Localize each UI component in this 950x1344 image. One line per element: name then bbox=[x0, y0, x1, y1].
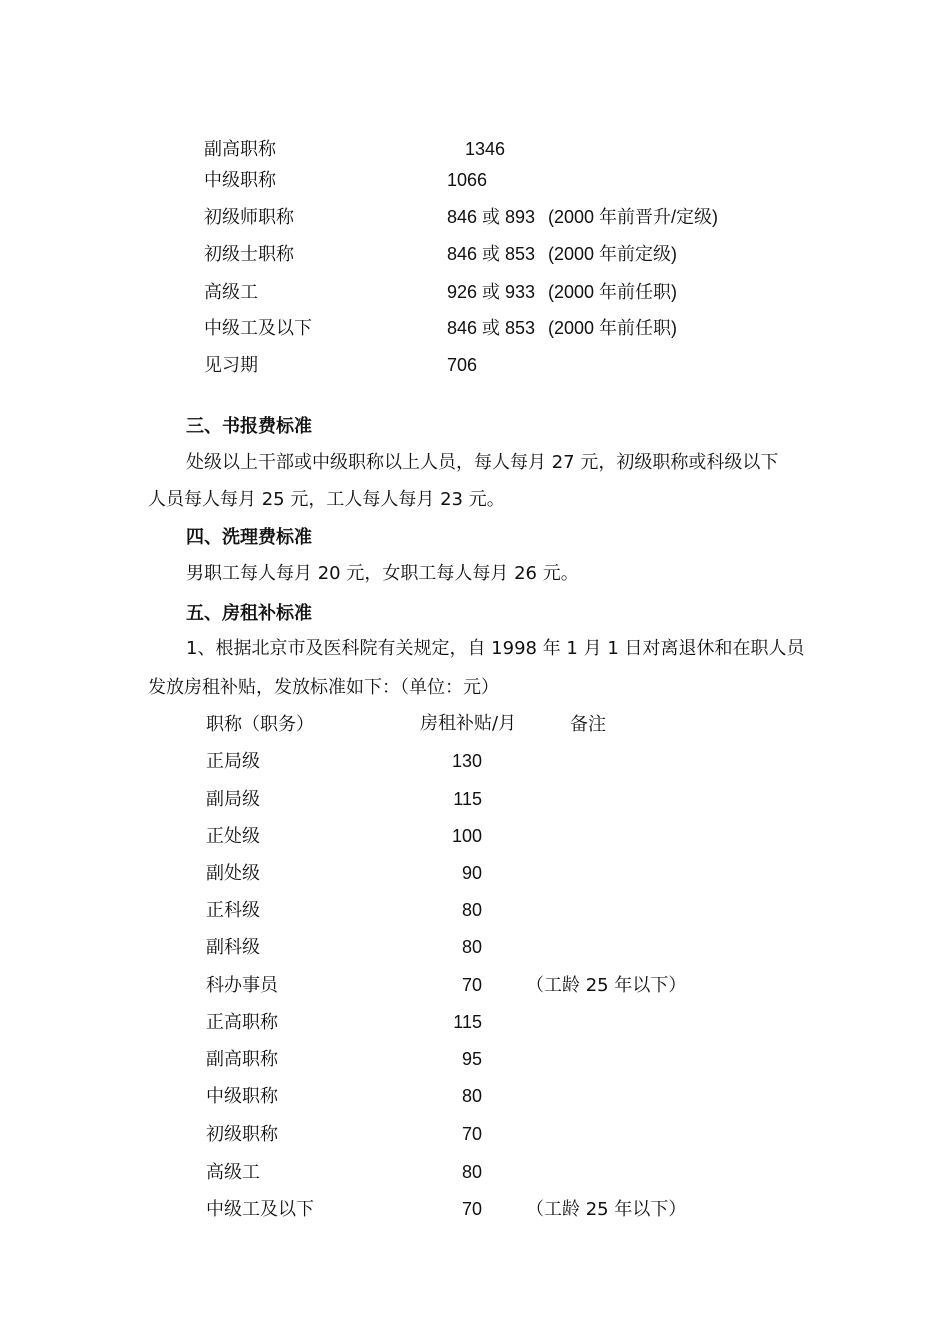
table-row-title: 高级工 bbox=[204, 282, 258, 303]
table-row-title: 副高职称 bbox=[204, 139, 276, 160]
section-heading: 四、洗理费标准 bbox=[186, 527, 312, 548]
section-heading: 三、书报费标准 bbox=[186, 416, 312, 437]
table-row-title: 副高职称 bbox=[206, 1049, 278, 1070]
table-row-value: 1066 bbox=[447, 170, 488, 190]
section-heading: 五、房租补标准 bbox=[186, 603, 312, 624]
table-row-title: 中级工及以下 bbox=[206, 1199, 314, 1220]
table-row-note: （工龄 25 年以下） bbox=[526, 975, 687, 996]
table-header-value: 房租补贴/月 bbox=[420, 713, 517, 734]
table-row-note: (2000 年前任职) bbox=[548, 318, 678, 338]
table-row-title: 科办事员 bbox=[206, 975, 278, 996]
table-row-value: 80 bbox=[461, 1086, 482, 1106]
table-header-title: 职称（职务） bbox=[206, 714, 314, 735]
table-row-title: 副局级 bbox=[206, 789, 260, 810]
table-row-title: 中级职称 bbox=[206, 1086, 278, 1107]
table-row-title: 副科级 bbox=[206, 937, 260, 958]
table-row-title: 初级师职称 bbox=[204, 207, 294, 228]
table-row-title: 中级职称 bbox=[204, 170, 276, 191]
table-row-value: 70 bbox=[461, 975, 482, 995]
paragraph-line: 人员每人每月 25 元，工人每人每月 23 元。 bbox=[148, 489, 505, 510]
table-row-value: 706 bbox=[447, 355, 478, 375]
table-row-value: 846 或 853 bbox=[447, 244, 536, 264]
table-header-note: 备注 bbox=[570, 714, 606, 735]
table-row-title: 正处级 bbox=[206, 826, 260, 847]
table-row-title: 正科级 bbox=[206, 900, 260, 921]
table-row-value: 80 bbox=[461, 937, 482, 957]
table-row-value: 70 bbox=[461, 1124, 482, 1144]
table-row-value: 80 bbox=[461, 1162, 482, 1182]
table-row-title: 中级工及以下 bbox=[204, 318, 312, 339]
table-row-title: 见习期 bbox=[204, 355, 258, 376]
table-row-title: 正局级 bbox=[206, 751, 260, 772]
table-row-value: 846 或 853 bbox=[447, 318, 536, 338]
table-row-value: 115 bbox=[453, 789, 482, 809]
table-row-title: 初级士职称 bbox=[204, 244, 294, 265]
paragraph-line: 男职工每人每月 20 元，女职工每人每月 26 元。 bbox=[186, 563, 579, 584]
table-row-note: （工龄 25 年以下） bbox=[526, 1199, 687, 1220]
table-row-value: 70 bbox=[461, 1199, 482, 1219]
table-row-title: 正高职称 bbox=[206, 1012, 278, 1033]
table-row-value: 926 或 933 bbox=[447, 282, 536, 302]
table-row-title: 副处级 bbox=[206, 863, 260, 884]
table-row-value: 80 bbox=[461, 900, 482, 920]
table-row-value: 100 bbox=[451, 826, 482, 846]
table-row-value: 130 bbox=[451, 751, 482, 771]
table-row-value: 846 或 893 bbox=[447, 207, 536, 227]
table-row-title: 高级工 bbox=[206, 1162, 260, 1183]
paragraph-line: 发放房租补贴，发放标准如下：（单位：元） bbox=[148, 677, 499, 698]
table-row-value: 95 bbox=[461, 1049, 482, 1069]
paragraph-line: 1、根据北京市及医科院有关规定，自 1998 年 1 月 1 日对离退休和在职人员 bbox=[186, 638, 805, 659]
table-row-note: (2000 年前任职) bbox=[548, 282, 678, 302]
table-row-note: (2000 年前定级) bbox=[548, 244, 678, 264]
table-row-title: 初级职称 bbox=[206, 1124, 278, 1145]
table-row-value: 115 bbox=[453, 1012, 482, 1032]
paragraph-line: 处级以上干部或中级职称以上人员，每人每月 27 元，初级职称或科级以下 bbox=[186, 452, 779, 473]
table-row-value: 1346 bbox=[465, 139, 506, 159]
table-row-note: (2000 年前晋升/定级) bbox=[548, 207, 719, 227]
table-row-value: 90 bbox=[461, 863, 482, 883]
